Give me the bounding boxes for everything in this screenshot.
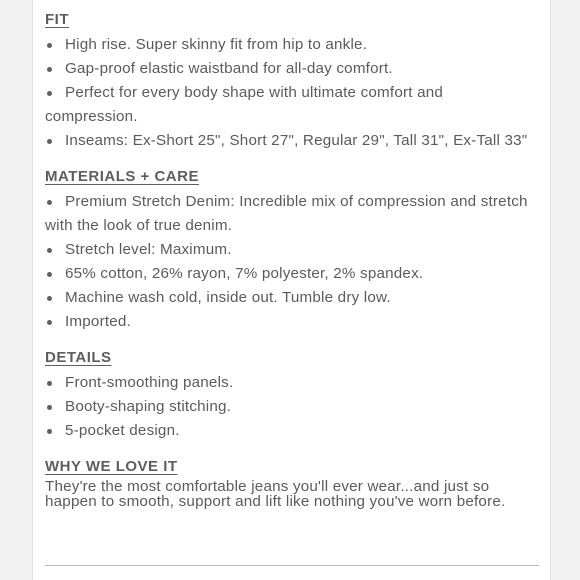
fit-list <box>45 33 539 153</box>
bullet-icon <box>47 91 52 96</box>
bullet-icon <box>47 248 52 253</box>
love-text: They're the most comfortable jeans you'll ever wear...and just so happen to smooth, support and lift like nothing you've worn before. <box>45 478 506 510</box>
bullet-icon <box>47 296 52 301</box>
bullet-icon <box>47 139 52 144</box>
materials-list <box>45 190 539 334</box>
materials-item-wash: Machine wash cold, inside out. Tumble dry low. <box>45 286 539 310</box>
bullet-icon <box>47 381 52 386</box>
bullet-icon <box>47 429 52 434</box>
materials-item-denim: Premium Stretch Denim: Incredible mix of compression and stretch with the look of true denim. <box>45 193 528 234</box>
materials-item-imported: Imported. <box>45 310 539 334</box>
materials-heading: MATERIALS + CARE <box>45 168 199 185</box>
bullet-icon <box>47 200 52 205</box>
materials-item-stretch: Stretch level: Maximum. <box>45 238 539 262</box>
details-item-panels: Front-smoothing panels. <box>45 371 539 395</box>
details-heading: DETAILS <box>45 349 112 366</box>
bullet-icon <box>47 405 52 410</box>
fit-item-inseams: Inseams: Ex-Short 25", Short 27", Regular 29", Tall 31", Ex-Tall 33" <box>45 129 539 153</box>
description-content <box>45 10 539 509</box>
bullet-icon <box>47 320 52 325</box>
fit-item-rise: High rise. Super skinny fit from hip to ankle. <box>45 33 539 57</box>
bullet-icon <box>47 67 52 72</box>
fit-heading: FIT <box>45 11 69 28</box>
product-description-panel <box>32 0 551 580</box>
bullet-icon <box>47 43 52 48</box>
materials-item-composition: 65% cotton, 26% rayon, 7% polyester, 2% spandex. <box>45 262 539 286</box>
details-list <box>45 371 539 443</box>
bullet-icon <box>47 272 52 277</box>
fit-item-body-shape: Perfect for every body shape with ultimate comfort and compression. <box>45 84 444 125</box>
bottom-divider <box>45 565 539 566</box>
details-item-stitching: Booty-shaping stitching. <box>45 395 539 419</box>
details-item-pockets: 5-pocket design. <box>45 419 539 443</box>
fit-item-waistband: Gap-proof elastic waistband for all-day comfort. <box>45 57 539 81</box>
love-heading: WHY WE LOVE IT <box>45 458 178 475</box>
